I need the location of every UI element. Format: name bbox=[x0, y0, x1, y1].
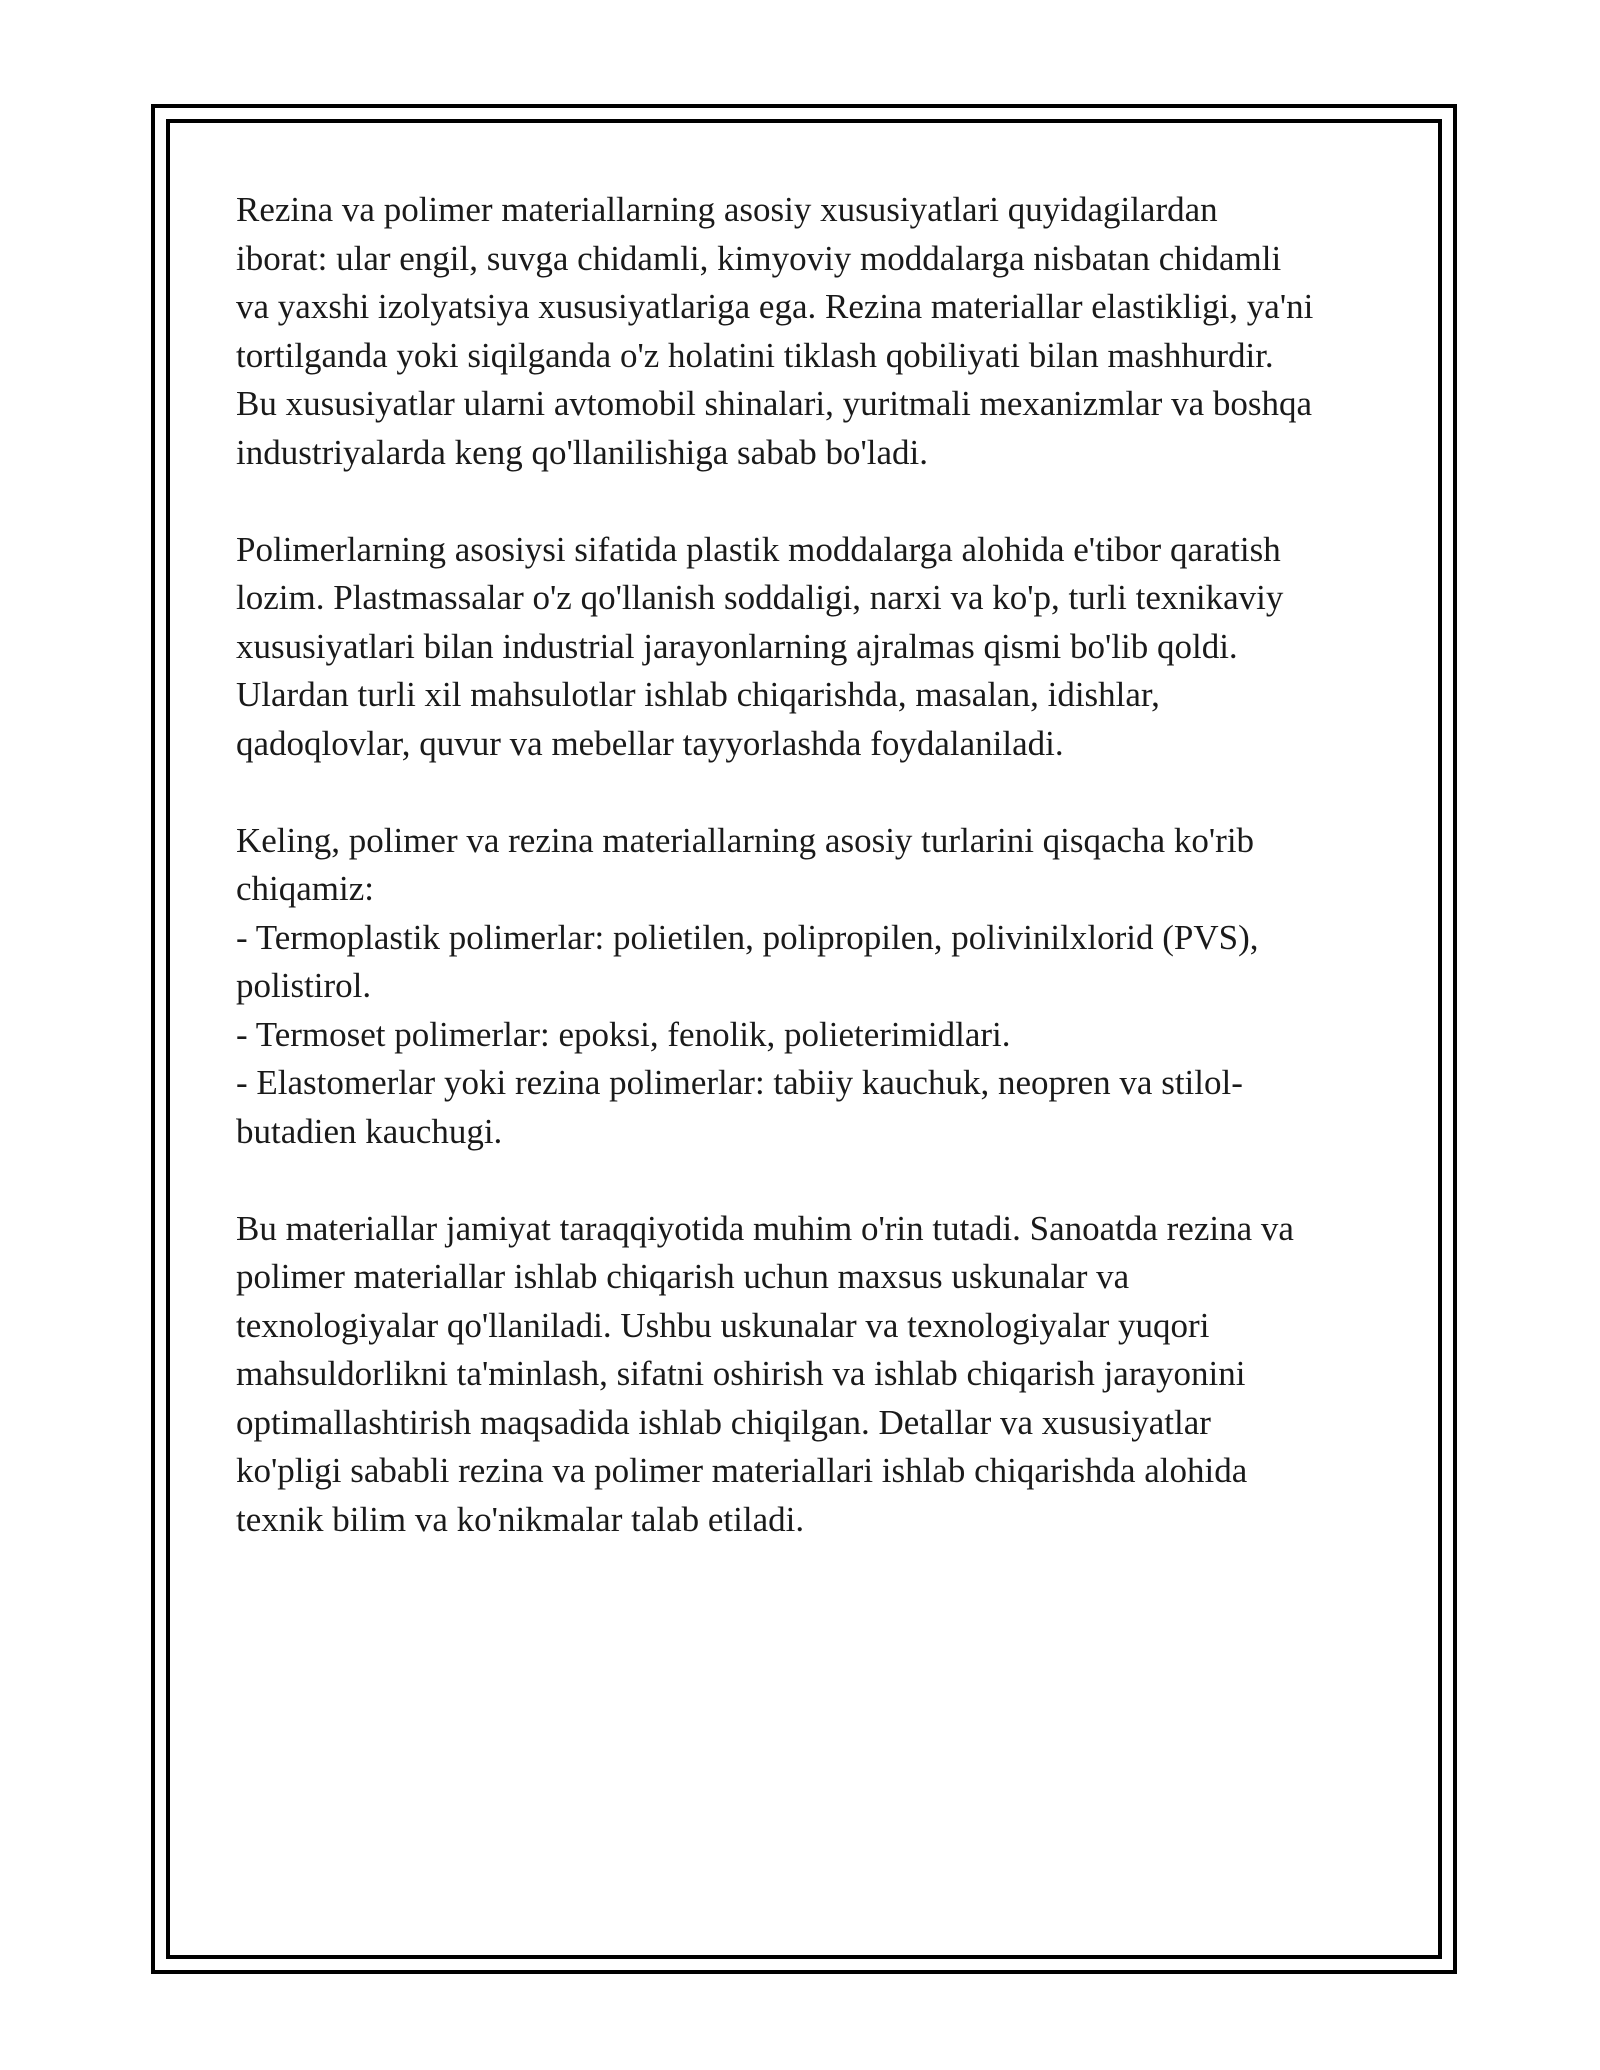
list-item: - Termoplastik polimerlar: polietilen, polipropilen, polivinilxlorid (PVS), bbox=[236, 917, 1259, 957]
text-line: Bu xususiyatlar ularni avtomobil shinalari, yuritmali mexanizmlar va boshqa bbox=[236, 384, 1313, 423]
paragraph-properties bbox=[236, 186, 1396, 477]
text-line: Rezina va polimer materiallarning asosiy xususiyatlari quyidagilardan bbox=[236, 190, 1218, 229]
text-line: xususiyatlari bilan industrial jarayonlarning ajralmas qismi bo'lib qoldi. bbox=[236, 626, 1238, 666]
paragraph-types-list bbox=[236, 817, 1396, 1157]
text-line: industriyalarda keng qo'llanilishiga sabab bo'ladi. bbox=[236, 432, 929, 472]
paragraph-industry bbox=[236, 1205, 1396, 1545]
text-line: Bu materiallar jamiyat taraqqiyotida muhim o'rin tutadi. Sanoatda rezina va bbox=[236, 1208, 1294, 1248]
text-line: qadoqlovlar, quvur va mebellar tayyorlashda foydalaniladi. bbox=[236, 723, 1064, 763]
text-line: polistirol. bbox=[236, 966, 372, 1005]
text-line: texnik bilim va ko'nikmalar talab etiladi. bbox=[236, 1499, 805, 1539]
text-line: polimer materiallar ishlab chiqarish uchun maxsus uskunalar va bbox=[236, 1257, 1130, 1296]
text-line: Keling, polimer va rezina materiallarning asosiy turlarini qisqacha ko'rib bbox=[236, 820, 1255, 860]
text-line: butadien kauchugi. bbox=[236, 1111, 503, 1151]
text-line: texnologiyalar qo'llaniladi. Ushbu uskunalar va texnologiyalar yuqori bbox=[236, 1305, 1210, 1345]
text-line: Polimerlarning asosiysi sifatida plastik moddalarga alohida e'tibor qaratish bbox=[236, 529, 1281, 569]
list-item: - Termoset polimerlar: epoksi, fenolik, polieterimidlari. bbox=[236, 1014, 1011, 1054]
text-line: chiqamiz: bbox=[236, 869, 375, 908]
text-line: ko'pligi sababli rezina va polimer materiallari ishlab chiqarishda alohida bbox=[236, 1451, 1248, 1490]
list-item: - Elastomerlar yoki rezina polimerlar: tabiiy kauchuk, neopren va stilol- bbox=[236, 1063, 1243, 1102]
paragraph-plastics bbox=[236, 526, 1396, 769]
text-line: mahsuldorlikni ta'minlash, sifatni oshirish va ishlab chiqarish jarayonini bbox=[236, 1354, 1246, 1393]
text-line: lozim. Plastmassalar o'z qo'llanish soddaligi, narxi va ko'p, turli texnikaviy bbox=[236, 578, 1284, 617]
document-body bbox=[236, 186, 1396, 1593]
text-line: tortilganda yoki siqilganda o'z holatini tiklash qobiliyati bilan mashhurdir. bbox=[236, 335, 1274, 375]
text-line: iborat: ular engil, suvga chidamli, kimyoviy moddalarga nisbatan chidamli bbox=[236, 238, 1282, 278]
text-line: optimallashtirish maqsadida ishlab chiqilgan. Detallar va xususiyatlar bbox=[236, 1402, 1211, 1442]
text-line: Ulardan turli xil mahsulotlar ishlab chiqarishda, masalan, idishlar, bbox=[236, 675, 1160, 714]
text-line: va yaxshi izolyatsiya xususiyatlariga ega. Rezina materiallar elastikligi, ya'ni bbox=[236, 287, 1314, 326]
